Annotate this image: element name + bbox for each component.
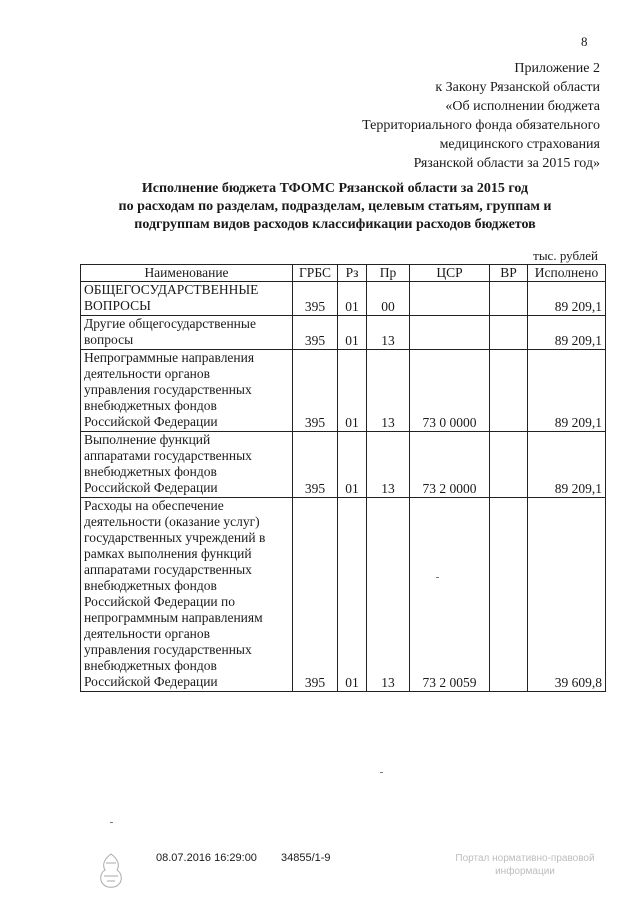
cell-grbs: 395 [293, 282, 338, 316]
cell-rz: 01 [338, 282, 367, 316]
cell-grbs: 395 [293, 498, 338, 692]
title-line: по расходам по разделам, подразделам, целевым статьям, группам и [118, 199, 552, 214]
appendix-header [362, 59, 600, 173]
scan-speck [380, 772, 383, 773]
table-row [81, 316, 606, 350]
cell-name [81, 432, 293, 498]
appendix-line: Приложение 2 [514, 61, 600, 76]
cell-name-line: Другие общегосударственные [84, 316, 256, 331]
cell-csr: 73 2 0000 [410, 432, 490, 498]
title-line: Исполнение бюджета ТФОМС Рязанской области за 2015 год [141, 181, 529, 196]
page-number: 8 [581, 34, 588, 49]
cell-name-line: ВОПРОСЫ [84, 298, 151, 313]
footer-datetime: 08.07.2016 16:29:00 [156, 852, 257, 864]
header-executed: Исполнено [528, 265, 606, 282]
cell-name-line: Российской Федерации [84, 480, 218, 495]
table-row [81, 282, 606, 316]
table-header-row [81, 265, 606, 282]
cell-name [81, 350, 293, 432]
header-grbs: ГРБС [293, 265, 338, 282]
header-csr: ЦСР [410, 265, 490, 282]
units-label: тыс. рублей [533, 248, 598, 263]
cell-name-line: управления государственных [84, 382, 252, 397]
table-row [81, 350, 606, 432]
document-title [90, 180, 580, 234]
cell-csr: 73 0 0000 [410, 350, 490, 432]
cell-name-line: управления государственных [84, 642, 252, 657]
footer-faded-line: Портал нормативно-правовой [455, 853, 595, 864]
table-row [81, 498, 606, 692]
cell-rz: 01 [338, 316, 367, 350]
appendix-line: Территориального фонда обязательного [362, 118, 600, 133]
cell-rz: 01 [338, 350, 367, 432]
cell-grbs: 395 [293, 350, 338, 432]
cell-name-line: деятельности (оказание услуг) [84, 514, 260, 529]
footer-faded-text [445, 852, 605, 878]
cell-name-line: внебюджетных фондов [84, 464, 217, 479]
header-rz: Рз [338, 265, 367, 282]
budget-table [80, 264, 606, 692]
cell-name [81, 282, 293, 316]
cell-vr [490, 316, 528, 350]
cell-name-line: Выполнение функций [84, 432, 211, 447]
cell-pr: 13 [367, 498, 410, 692]
cell-csr [410, 316, 490, 350]
appendix-line: «Об исполнении бюджета [445, 99, 600, 114]
cell-pr: 13 [367, 432, 410, 498]
cell-name-line: непрограммным направлениям [84, 610, 263, 625]
cell-name-line: рамках выполнения функций [84, 546, 252, 561]
cell-rz: 01 [338, 498, 367, 692]
cell-name-line: деятельности органов [84, 626, 211, 641]
cell-rz: 01 [338, 432, 367, 498]
cell-name-line: деятельности органов [84, 366, 211, 381]
cell-executed: 89 209,1 [528, 350, 606, 432]
header-pr: Пр [367, 265, 410, 282]
cell-csr: 73 2 0059 [410, 498, 490, 692]
cell-name-line: аппаратами государственных [84, 448, 252, 463]
footer-doc-number: 34855/1-9 [281, 852, 331, 864]
cell-name-line: внебюджетных фондов [84, 398, 217, 413]
scan-speck [436, 577, 439, 578]
cell-name-line: Непрограммные направления [84, 350, 255, 365]
header-vr: ВР [490, 265, 528, 282]
cell-grbs: 395 [293, 432, 338, 498]
footer-faded-line: информации [495, 866, 555, 877]
cell-name-line: Расходы на обеспечение [84, 498, 224, 513]
cell-name-line: внебюджетных фондов [84, 658, 217, 673]
header-name: Наименование [81, 265, 293, 282]
cell-name-line: государственных учреждений в [84, 530, 266, 545]
cell-name-line: Российской Федерации по [84, 594, 236, 609]
stamp-icon [94, 850, 128, 892]
appendix-line: Рязанской области за 2015 год» [413, 156, 600, 171]
cell-name-line: Российской Федерации [84, 674, 218, 689]
cell-vr [490, 498, 528, 692]
cell-name [81, 316, 293, 350]
cell-name-line: Российской Федерации [84, 414, 218, 429]
cell-grbs: 395 [293, 316, 338, 350]
cell-name-line: вопросы [84, 332, 134, 347]
cell-pr: 13 [367, 350, 410, 432]
cell-name-line: внебюджетных фондов [84, 578, 217, 593]
appendix-line: медицинского страхования [439, 137, 600, 152]
cell-executed: 89 209,1 [528, 432, 606, 498]
title-line: подгруппам видов расходов классификации расходов бюджетов [134, 217, 536, 232]
cell-name [81, 498, 293, 692]
cell-vr [490, 432, 528, 498]
cell-csr [410, 282, 490, 316]
cell-executed: 39 609,8 [528, 498, 606, 692]
cell-vr [490, 350, 528, 432]
cell-executed: 89 209,1 [528, 316, 606, 350]
cell-name-line: ОБЩЕГОСУДАРСТВЕННЫЕ [84, 282, 259, 297]
cell-vr [490, 282, 528, 316]
cell-pr: 13 [367, 316, 410, 350]
scan-speck [110, 822, 113, 823]
cell-name-line: аппаратами государственных [84, 562, 252, 577]
cell-executed: 89 209,1 [528, 282, 606, 316]
appendix-line: к Закону Рязанской области [435, 80, 600, 95]
cell-pr: 00 [367, 282, 410, 316]
table-row [81, 432, 606, 498]
